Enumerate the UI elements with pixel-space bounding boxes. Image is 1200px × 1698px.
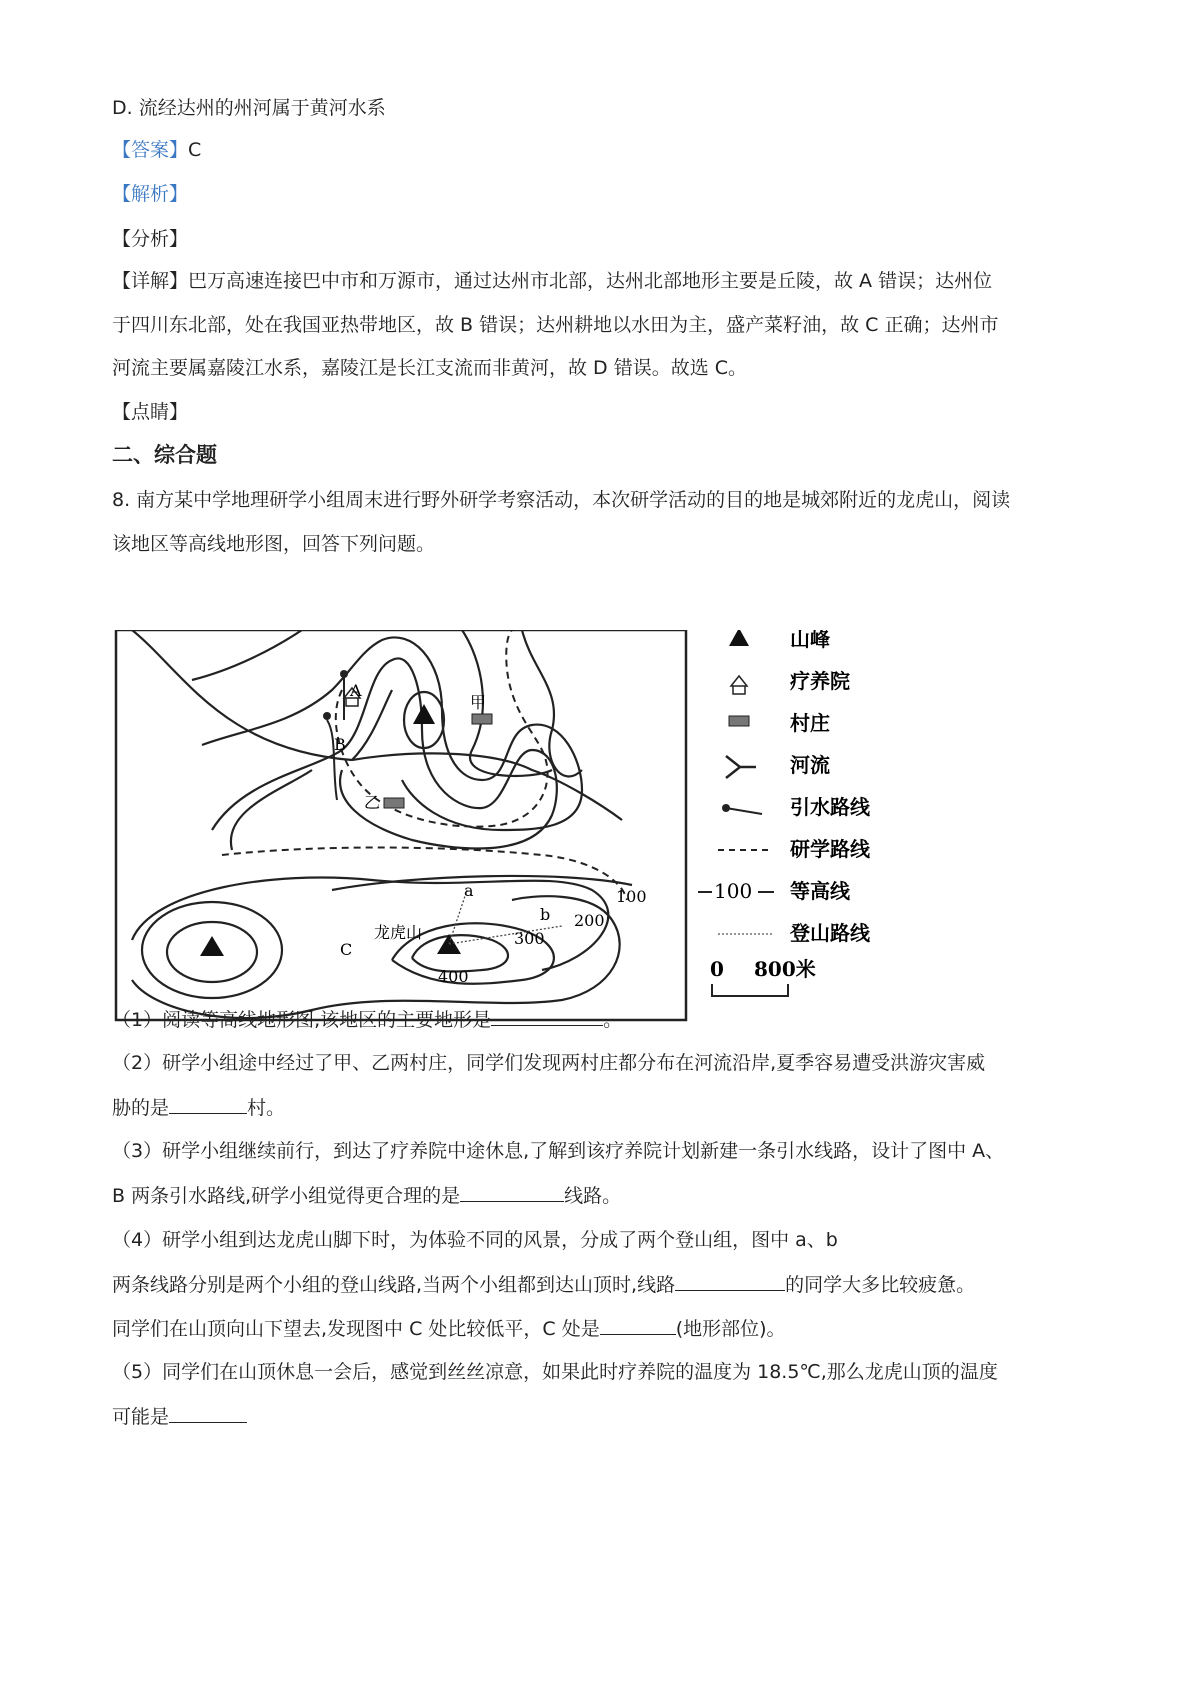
legend-study-route: 研学路线 <box>790 837 870 861</box>
q8-line-1: 8. 南方某中学地理研学小组周末进行野外研学考察活动，本次研学活动的目的地是城郊附近的龙虎山，阅读 <box>112 489 1011 511</box>
section-title: 二、综合题 <box>112 443 217 467</box>
village-icon <box>729 716 749 726</box>
q8-line-2: 该地区等高线地形图，回答下列问题。 <box>112 533 436 555</box>
answer-blank-1[interactable] <box>491 1005 603 1026</box>
question-4-line-3 <box>112 1314 786 1343</box>
legend-contour: 等高线 <box>790 879 850 903</box>
scale-bar <box>712 984 788 996</box>
question-5-text: 可能是 <box>112 1406 170 1428</box>
river-left <box>132 630 352 760</box>
label-300: 300 <box>514 929 545 948</box>
question-3-line-1: （3）研学小组继续前行，到达了疗养院中途休息,了解到该疗养院计划新建一条引水线路，设计了图中 A、 <box>112 1140 1005 1162</box>
label-mountain: 龙虎山 <box>374 923 423 942</box>
question-1-tail: 。 <box>603 1009 623 1031</box>
legend-village: 村庄 <box>790 711 830 735</box>
map-frame <box>116 630 686 1020</box>
question-3-line-2 <box>112 1181 621 1210</box>
question-4-text-1: 两条线路分别是两个小组的登山线路,当两个小组都到达山顶时,线路 <box>112 1274 676 1296</box>
analysis-label: 【解析】 <box>112 183 189 205</box>
answer-blank-3[interactable] <box>460 1181 564 1202</box>
detail-line-1: 【详解】巴万高速连接巴中市和万源市，通过达州市北部，达州北部地形主要是丘陵，故 A 错误；达州位 <box>112 270 993 292</box>
option-d: D. 流经达州的州河属于黄河水系 <box>112 97 386 119</box>
label-400: 400 <box>438 967 469 986</box>
answer-blank-5[interactable] <box>169 1402 247 1423</box>
question-4-line-2 <box>112 1270 975 1299</box>
scale-zero: 0 <box>710 957 724 981</box>
village-jia <box>472 714 492 724</box>
detail-line-2: 于四川东北部，处在我国亚热带地区，故 B 错误；达州耕地以水田为主，盛产菜籽油，故 C 正确；达州市 <box>112 314 999 336</box>
question-3-tail: 线路。 <box>564 1185 622 1207</box>
legend-water-route: 引水路线 <box>790 795 870 819</box>
question-1-text: （1）阅读等高线地形图,该地区的主要地形是 <box>112 1009 492 1031</box>
label-C: C <box>340 940 353 959</box>
question-4-tail-1: 的同学大多比较疲惫。 <box>785 1274 976 1296</box>
detail-line-3: 河流主要属嘉陵江水系，嘉陵江是长江支流而非黄河，故 D 错误。故选 C。 <box>112 357 748 379</box>
answer-label: 【答案】 <box>112 139 189 161</box>
legend-contour-value: 100 <box>714 879 753 903</box>
contour-100 <box>132 878 608 971</box>
contour-upper-2 <box>212 658 557 848</box>
water-point-a <box>340 670 348 678</box>
legend-river: 河流 <box>790 753 830 777</box>
peak-left <box>200 936 224 956</box>
peak-icon <box>729 630 749 646</box>
fenxi-label: 【分析】 <box>112 228 189 250</box>
question-2-line-1: （2）研学小组途中经过了甲、乙两村庄，同学们发现两村庄都分布在河流沿岸,夏季容易遭受洪游灾害威 <box>112 1052 986 1074</box>
question-2-text: 胁的是 <box>112 1097 170 1119</box>
answer-value: C <box>188 139 202 161</box>
label-B: B <box>334 735 346 754</box>
label-a: a <box>464 881 474 900</box>
water-point-b <box>323 712 331 720</box>
label-b: b <box>540 905 551 924</box>
contour-top-left <box>192 630 302 680</box>
study-route-lower <box>222 848 627 901</box>
label-100: 100 <box>616 887 647 906</box>
question-5-line-1: （5）同学们在山顶休息一会后，感觉到丝丝凉意，如果此时疗养院的温度为 18.5℃,那么龙虎山顶的温度 <box>112 1361 998 1383</box>
question-4-line-1: （4）研学小组到达龙虎山脚下时，为体验不同的风景，分成了两个登山组，图中 a、b <box>112 1229 838 1251</box>
answer-blank-4a[interactable] <box>675 1270 785 1291</box>
river-icon <box>726 756 756 778</box>
legend-climb-route: 登山路线 <box>790 921 870 945</box>
question-2-tail: 村。 <box>247 1097 286 1119</box>
answer-blank-4b[interactable] <box>600 1314 676 1335</box>
answer-blank-2[interactable] <box>169 1093 247 1114</box>
label-200: 200 <box>574 911 605 930</box>
village-yi <box>384 798 404 808</box>
question-3-text: B 两条引水路线,研学小组觉得更合理的是 <box>112 1185 461 1207</box>
label-jia: 甲 <box>470 693 487 712</box>
peak-top <box>413 704 435 724</box>
scale-distance: 800米 <box>754 957 816 981</box>
question-1 <box>112 1005 622 1034</box>
answer-line <box>112 136 201 164</box>
question-5-line-2 <box>112 1402 247 1431</box>
label-A: A <box>350 681 362 700</box>
legend-sanatorium: 疗养院 <box>790 669 850 693</box>
label-yi: 乙 <box>364 793 381 812</box>
sanatorium-icon <box>731 676 747 694</box>
question-4-tail-2: (地形部位)。 <box>675 1318 786 1340</box>
question-4-text-2: 同学们在山顶向山下望去,发现图中 C 处比较低平，C 处是 <box>112 1318 600 1340</box>
map-legend <box>698 630 871 996</box>
legend-peak: 山峰 <box>790 630 830 651</box>
dianjing-label: 【点睛】 <box>112 401 189 423</box>
water-route-b <box>327 720 337 800</box>
question-2-line-2 <box>112 1093 285 1122</box>
